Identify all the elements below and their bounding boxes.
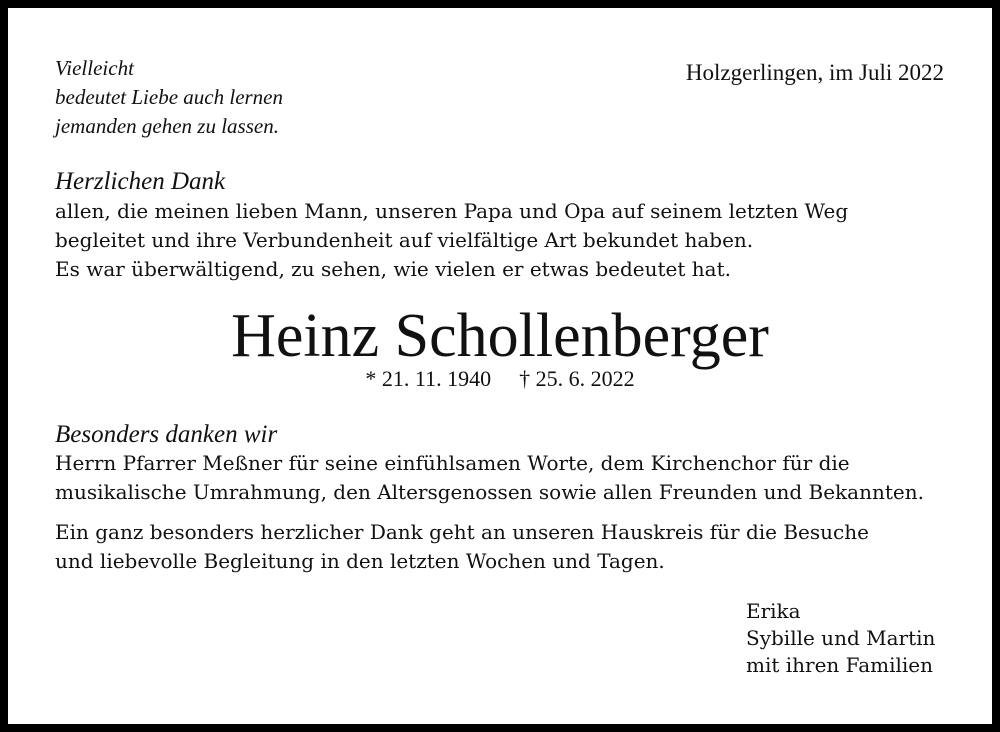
motto-quote [55, 54, 283, 141]
death-date: † 25. 6. 2022 [519, 366, 635, 391]
signature-line: mit ihren Familien [746, 653, 933, 677]
motto-line: jemanden gehen zu lassen. [55, 114, 279, 138]
thanks-heading: Herzlichen Dank [55, 168, 226, 195]
motto-line: Vielleicht [55, 56, 134, 80]
special-thanks-line: Herrn Pfarrer Meßner für seine einfühlsamen Worte, dem Kirchenchor für die [55, 451, 850, 475]
birth-date: * 21. 11. 1940 [365, 366, 492, 391]
place-date: Holzgerlingen, im Juli 2022 [685, 60, 944, 85]
signature-block [746, 598, 935, 679]
signature-line: Erika [746, 599, 801, 623]
special-thanks-paragraph-2 [55, 518, 869, 576]
special-thanks-line: Ein ganz besonders herzlicher Dank geht an unseren Hauskreis für die Besuche [55, 520, 869, 544]
motto-line: bedeutet Liebe auch lernen [55, 85, 284, 109]
thanks-line: Es war überwältigend, zu sehen, wie vielen er etwas bedeutet hat. [55, 257, 731, 281]
thanks-line: begleitet und ihre Verbundenheit auf vielfältige Art bekundet haben. [55, 228, 754, 252]
thanks-line: allen, die meinen lieben Mann, unseren Papa und Opa auf seinem letzten Weg [55, 199, 849, 223]
deceased-name: Heinz Schollenberger [231, 302, 769, 370]
thanks-text [55, 197, 848, 284]
signature-line: Sybille und Martin [746, 626, 936, 650]
special-thanks-line: musikalische Umrahmung, den Altersgenossen sowie allen Freunden und Bekannten. [55, 480, 924, 504]
special-thanks-heading: Besonders danken wir [55, 421, 278, 448]
special-thanks-line: und liebevolle Begleitung in den letzten Wochen und Tagen. [55, 549, 665, 573]
life-dates [8, 366, 992, 392]
special-thanks-paragraph-1 [55, 449, 924, 507]
